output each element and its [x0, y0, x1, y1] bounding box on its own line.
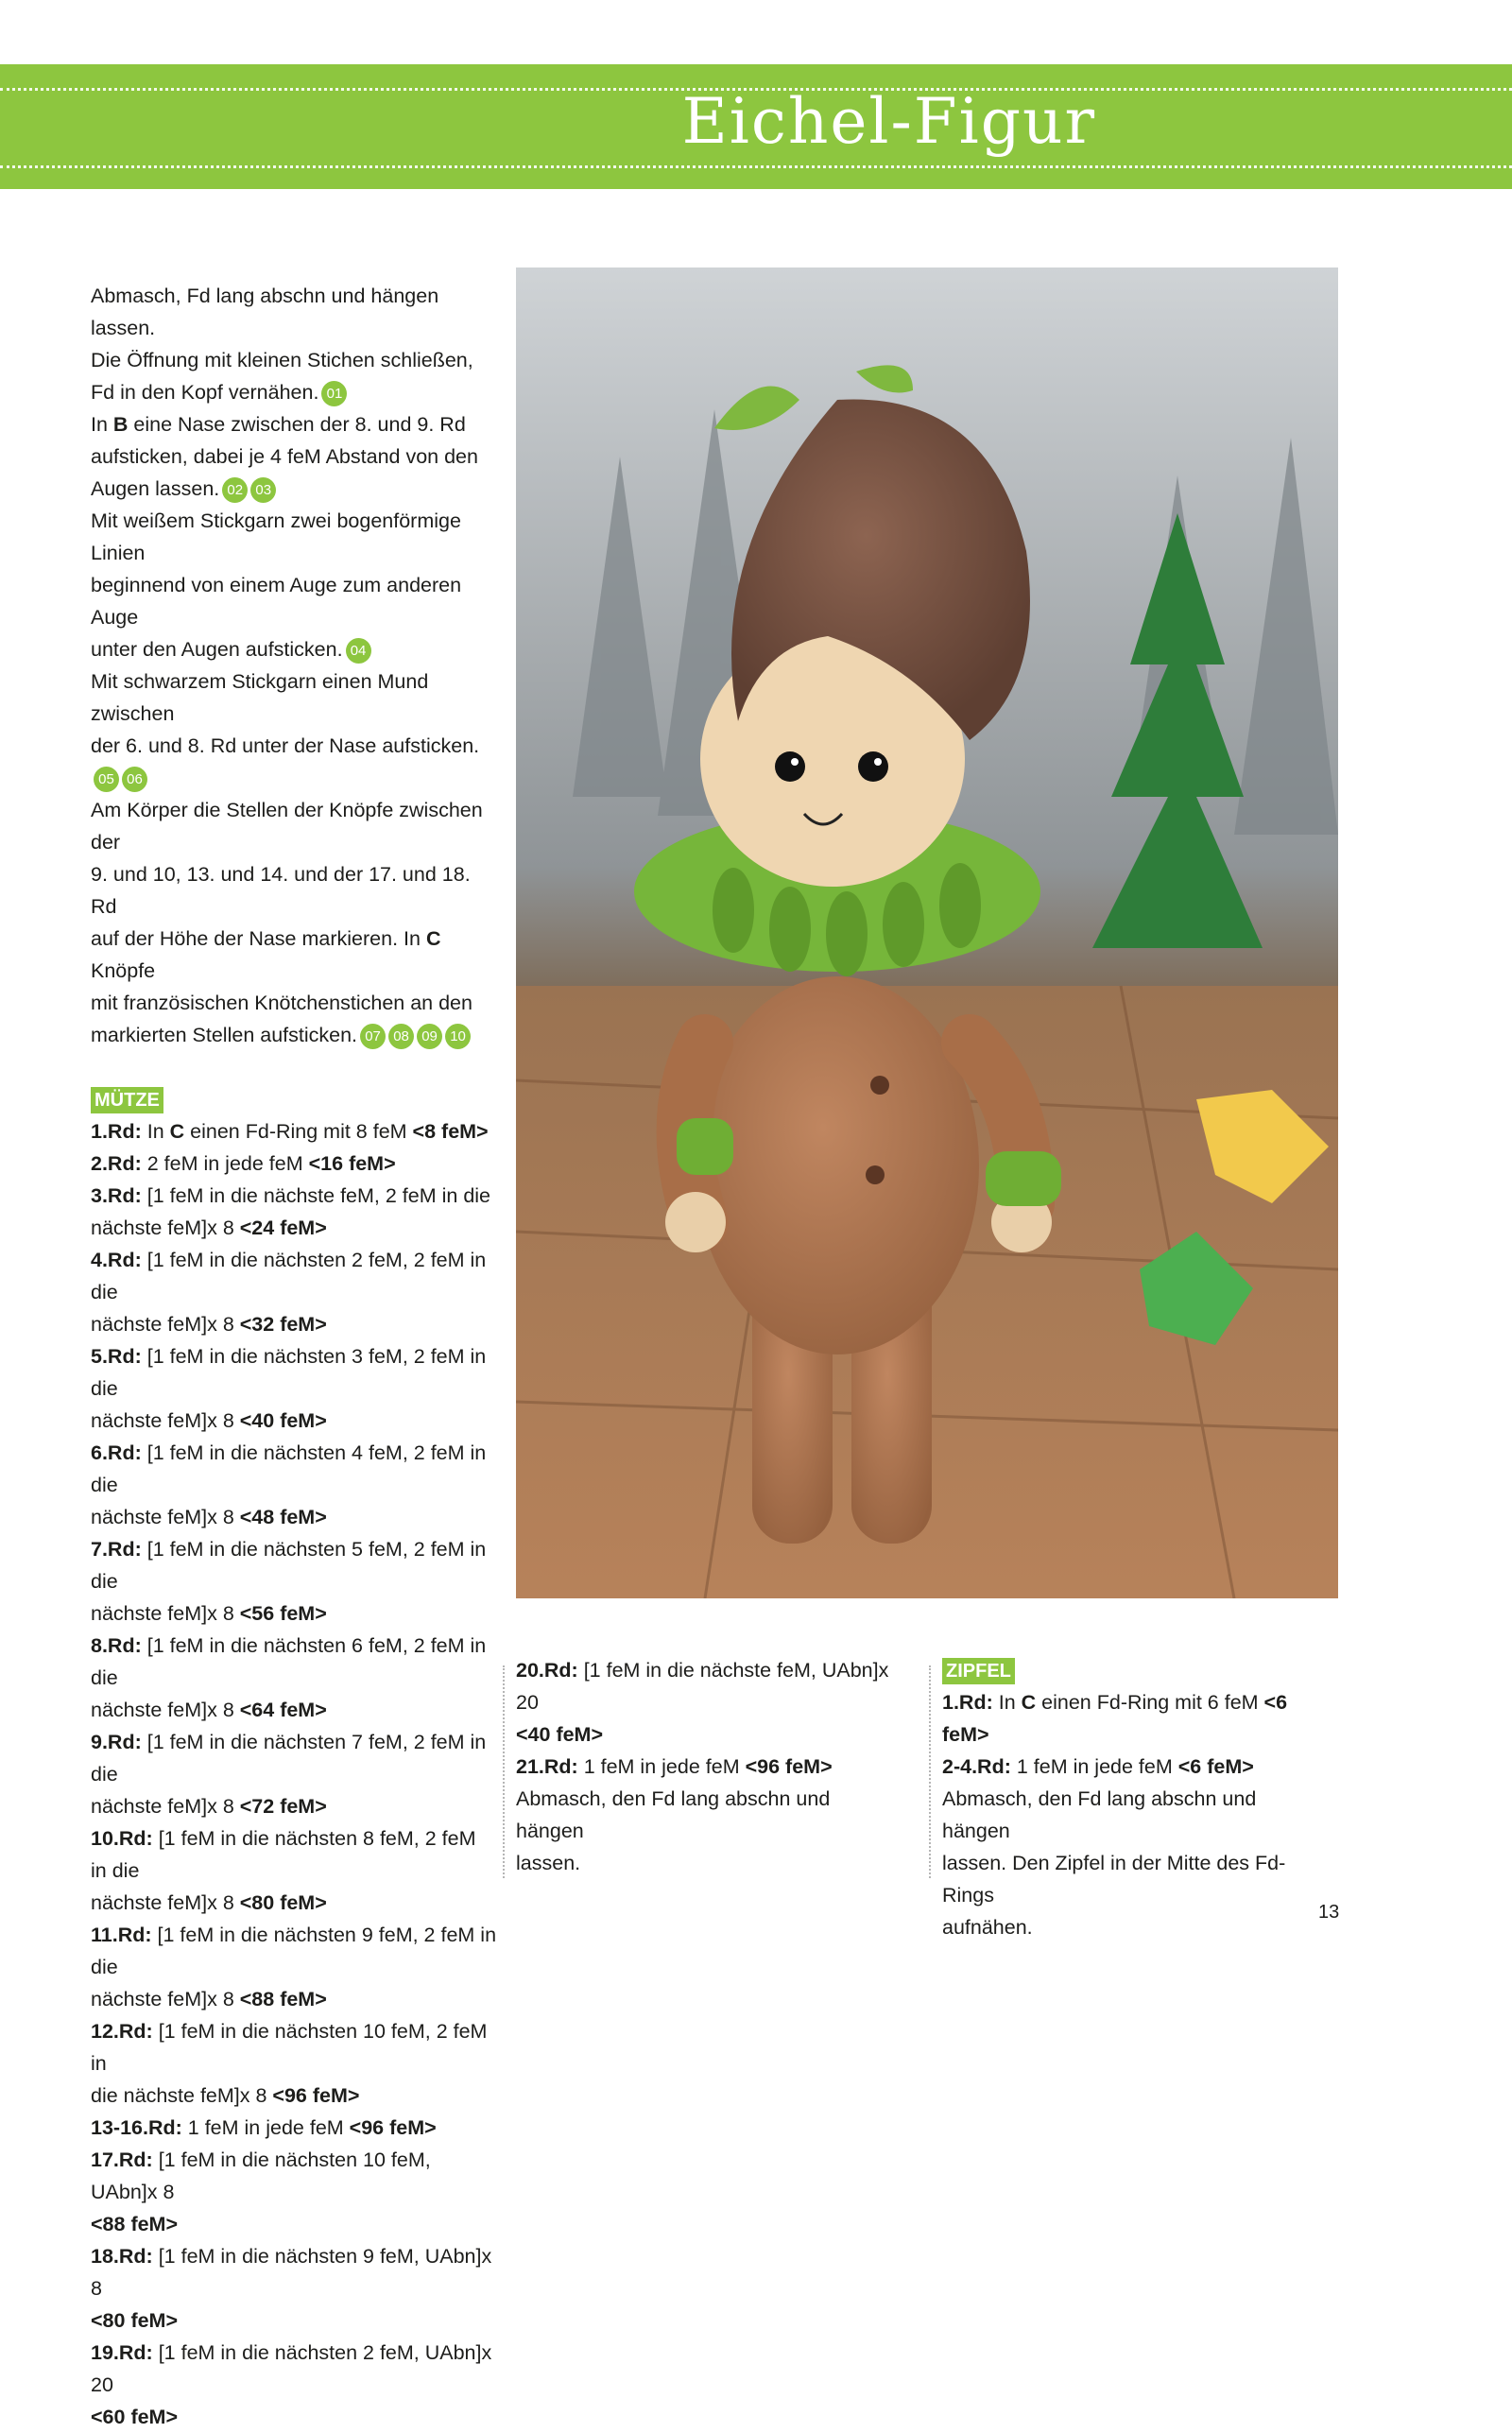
- step-photo-badge: 03: [250, 477, 276, 503]
- stitch-count: <48 feM>: [239, 1506, 327, 1528]
- intro-line: [91, 408, 497, 440]
- round-number: 7.Rd:: [91, 1538, 142, 1561]
- round-text: [1 feM in die nächsten 10 feM, UAbn]x 8: [91, 2148, 431, 2203]
- intro-line-text: 9. und 10, 13. und 14. und der 17. und 18. Rd: [91, 863, 471, 918]
- intro-line-text: markierten Stellen aufsticken.: [91, 1024, 358, 1046]
- intro-line-text: beginnend von einem Auge zum anderen Auge: [91, 574, 462, 629]
- round-instruction: [91, 1726, 497, 1822]
- stitch-count: <24 feM>: [239, 1216, 327, 1239]
- intro-line: [91, 505, 497, 569]
- stitch-count: <40 feM>: [516, 1723, 604, 1746]
- stitch-count: <6 feM>: [942, 1691, 1288, 1746]
- intro-line-text: Fd in den Kopf vernähen.: [91, 381, 319, 404]
- step-photo-badge: 06: [122, 767, 147, 792]
- round-instruction: [516, 1751, 894, 1783]
- round-text: [1 feM in die nächste feM, 2 feM in die: [141, 1184, 491, 1207]
- stitch-count: <96 feM>: [745, 1755, 833, 1778]
- round-number: 19.Rd:: [91, 2341, 153, 2364]
- column-divider-2: [929, 1665, 931, 1878]
- round-number: 12.Rd:: [91, 2020, 153, 2043]
- stitch-count: <96 feM>: [272, 2084, 360, 2107]
- round-text: nächste feM]x 8: [91, 1313, 240, 1336]
- intro-line-text: Die Öffnung mit kleinen Stichen schließen,: [91, 349, 473, 371]
- round-text: In: [141, 1120, 170, 1143]
- round-number: 11.Rd:: [91, 1924, 152, 1946]
- step-photo-badge: 05: [94, 767, 119, 792]
- round-instruction: [942, 1686, 1320, 1751]
- stitch-count: <96 feM>: [349, 2116, 437, 2139]
- round-number: 2-4.Rd:: [942, 1755, 1011, 1778]
- round-instruction: [91, 1533, 497, 1630]
- zipfel-closing-text: [942, 1783, 1320, 1943]
- round-number: 9.Rd:: [91, 1731, 142, 1753]
- round-text: [1 feM in die nächste feM, UAbn]x 20: [516, 1659, 889, 1714]
- instructions-column-3: [942, 1654, 1320, 1943]
- round-instruction: [91, 2144, 497, 2240]
- intro-line: [91, 1019, 497, 1051]
- round-text: [1 feM in die nächsten 2 feM, 2 feM in die: [91, 1249, 487, 1303]
- round-instruction: [91, 1919, 497, 2015]
- round-text: [1 feM in die nächsten 3 feM, 2 feM in die: [91, 1345, 487, 1400]
- intro-line: [91, 569, 497, 633]
- round-instruction: [91, 1437, 497, 1533]
- round-text: die nächste feM]x 8: [91, 2084, 273, 2107]
- round-instruction: [91, 2337, 497, 2433]
- round-text: [1 feM in die nächsten 7 feM, 2 feM in die: [91, 1731, 487, 1786]
- round-instruction: [91, 2015, 497, 2112]
- intro-line: [91, 923, 497, 987]
- instructions-column-2: [516, 1654, 894, 1879]
- intro-line-text: auf der Höhe der Nase markieren. In: [91, 927, 426, 950]
- round-number: 1.Rd:: [91, 1120, 142, 1143]
- round-instruction: [91, 1822, 497, 1919]
- round-text: nächste feM]x 8: [91, 1409, 240, 1432]
- intro-line: [91, 344, 497, 376]
- round-number: 13-16.Rd:: [91, 2116, 182, 2139]
- round-number: 1.Rd:: [942, 1691, 993, 1714]
- round-instruction: [91, 1115, 497, 1147]
- page-number: 13: [1318, 1902, 1340, 1923]
- step-photo-badge: 01: [321, 381, 347, 406]
- banner-dotted-line-bottom: [0, 165, 1512, 168]
- zipfel-instructions: [942, 1686, 1320, 1783]
- intro-line-text: Am Körper die Stellen der Knöpfe zwischen der: [91, 799, 483, 854]
- closing-line: Abmasch, den Fd lang abschn und hängen: [942, 1787, 1257, 1842]
- intro-line: [91, 473, 497, 505]
- yarn-color-label: C: [425, 927, 441, 950]
- stitch-count: <32 feM>: [239, 1313, 327, 1336]
- step-photo-badge: 09: [417, 1024, 442, 1049]
- stitch-count: <80 feM>: [91, 2309, 179, 2332]
- intro-line-text: mit französischen Knötchenstichen an den: [91, 992, 472, 1014]
- stitch-count: <16 feM>: [308, 1152, 396, 1175]
- round-instruction: [91, 2240, 497, 2337]
- round-text: nächste feM]x 8: [91, 1602, 240, 1625]
- round-text: [1 feM in die nächsten 4 feM, 2 feM in die: [91, 1441, 487, 1496]
- round-number: 2.Rd:: [91, 1152, 142, 1175]
- round-instruction: [91, 1244, 497, 1340]
- stitch-count: <88 feM>: [91, 2213, 179, 2235]
- stitch-count: <72 feM>: [239, 1795, 327, 1818]
- round-instruction: [91, 1340, 497, 1437]
- round-number: 10.Rd:: [91, 1827, 153, 1850]
- section-label-muetze: MÜTZE: [91, 1087, 163, 1113]
- stitch-count: <60 feM>: [91, 2406, 179, 2428]
- intro-line-text: Abmasch, Fd lang abschn und hängen lassen.: [91, 285, 439, 339]
- title-banner: [0, 64, 1512, 189]
- stitch-count: <64 feM>: [239, 1699, 327, 1721]
- closing-line: lassen. Den Zipfel in der Mitte des Fd- Rings: [942, 1852, 1286, 1907]
- stitch-count: <56 feM>: [239, 1602, 327, 1625]
- column-divider-1: [503, 1665, 505, 1878]
- intro-line-text: aufsticken, dabei je 4 feM Abstand von den: [91, 445, 478, 468]
- round-text: nächste feM]x 8: [91, 1216, 240, 1239]
- step-photo-badge: 07: [360, 1024, 386, 1049]
- intro-line: [91, 987, 497, 1019]
- round-text: nächste feM]x 8: [91, 1699, 240, 1721]
- intro-line: [91, 762, 497, 794]
- step-photo-badge: 04: [346, 638, 371, 664]
- stitch-count: <88 feM>: [239, 1988, 327, 2010]
- round-text: nächste feM]x 8: [91, 1795, 240, 1818]
- round-text: [1 feM in die nächsten 6 feM, 2 feM in die: [91, 1634, 487, 1689]
- round-number: 8.Rd:: [91, 1634, 142, 1657]
- round-text: [1 feM in die nächsten 5 feM, 2 feM in die: [91, 1538, 487, 1593]
- intro-line: [91, 794, 497, 858]
- amigurumi-photo: [516, 267, 1338, 1598]
- round-text: 1 feM in jede feM: [1010, 1755, 1178, 1778]
- round-instruction: [942, 1751, 1320, 1783]
- muetze-closing-text: [516, 1783, 894, 1879]
- instructions-column-1: [91, 280, 497, 2433]
- round-number: 21.Rd:: [516, 1755, 578, 1778]
- round-instruction: [91, 1630, 497, 1726]
- muetze-instructions: [91, 1115, 497, 2433]
- stitch-count: <80 feM>: [239, 1891, 327, 1914]
- round-number: 6.Rd:: [91, 1441, 142, 1464]
- stitch-count: <8 feM>: [412, 1120, 489, 1143]
- round-number: 17.Rd:: [91, 2148, 153, 2171]
- closing-line: lassen.: [516, 1852, 581, 1874]
- round-number: 20.Rd:: [516, 1659, 578, 1682]
- stitch-count: <40 feM>: [239, 1409, 327, 1432]
- round-text: nächste feM]x 8: [91, 1506, 240, 1528]
- intro-line: [91, 440, 497, 473]
- page-title: Eichel-Figur: [681, 85, 1096, 158]
- intro-line: [91, 730, 497, 762]
- section-label-zipfel: ZIPFEL: [942, 1658, 1015, 1684]
- intro-line-text: unter den Augen aufsticken.: [91, 638, 343, 661]
- closing-line: Abmasch, den Fd lang abschn und hängen: [516, 1787, 831, 1842]
- intro-line-text: eine Nase zwischen der 8. und 9. Rd: [128, 413, 466, 436]
- round-number: 5.Rd:: [91, 1345, 142, 1368]
- round-number: 4.Rd:: [91, 1249, 142, 1271]
- intro-line-text: In: [91, 413, 113, 436]
- round-text: 2 feM in jede feM: [141, 1152, 309, 1175]
- step-photo-badge: 08: [388, 1024, 414, 1049]
- muetze-instructions-continued: [516, 1654, 894, 1783]
- round-instruction: [91, 1147, 497, 1180]
- round-number: 18.Rd:: [91, 2245, 153, 2268]
- round-text: 1 feM in jede feM: [181, 2116, 350, 2139]
- round-text: [1 feM in die nächsten 9 feM, UAbn]x 8: [91, 2245, 492, 2300]
- round-instruction: [91, 1180, 497, 1244]
- round-text: 1 feM in jede feM: [577, 1755, 746, 1778]
- yarn-color-label: B: [112, 413, 129, 436]
- round-instruction: [91, 2112, 497, 2144]
- intro-line: [91, 665, 497, 730]
- intro-line: [91, 633, 497, 665]
- round-text: [1 feM in die nächsten 2 feM, UAbn]x 20: [91, 2341, 492, 2396]
- intro-line-text: Mit schwarzem Stickgarn einen Mund zwischen: [91, 670, 429, 725]
- round-number: 3.Rd:: [91, 1184, 142, 1207]
- intro-text: [91, 280, 497, 1051]
- round-text: einen Fd-Ring mit 6 feM: [1036, 1691, 1264, 1714]
- closing-line: aufnähen.: [942, 1916, 1033, 1939]
- yarn-color-label: C: [169, 1120, 185, 1143]
- intro-line: [91, 376, 497, 408]
- round-instruction: [516, 1654, 894, 1751]
- round-text: In: [992, 1691, 1022, 1714]
- stitch-count: <6 feM>: [1177, 1755, 1254, 1778]
- intro-line-text: der 6. und 8. Rd unter der Nase aufsticken.: [91, 734, 480, 757]
- yarn-color-label: C: [1021, 1691, 1037, 1714]
- round-text: einen Fd-Ring mit 8 feM: [184, 1120, 413, 1143]
- intro-line-text: Augen lassen.: [91, 477, 220, 500]
- intro-line-text: Knöpfe: [91, 959, 156, 982]
- round-text: nächste feM]x 8: [91, 1988, 240, 2010]
- step-photo-badge: 02: [222, 477, 248, 503]
- step-photo-badge: 10: [445, 1024, 471, 1049]
- round-text: nächste feM]x 8: [91, 1891, 240, 1914]
- round-text: [1 feM in die nächsten 8 feM, 2 feM in die: [91, 1827, 476, 1882]
- intro-line-text: Mit weißem Stickgarn zwei bogenförmige Linien: [91, 509, 461, 564]
- round-text: [1 feM in die nächsten 9 feM, 2 feM in die: [91, 1924, 497, 1978]
- intro-line: [91, 280, 497, 344]
- round-text: [1 feM in die nächsten 10 feM, 2 feM in: [91, 2020, 488, 2075]
- intro-line: [91, 858, 497, 923]
